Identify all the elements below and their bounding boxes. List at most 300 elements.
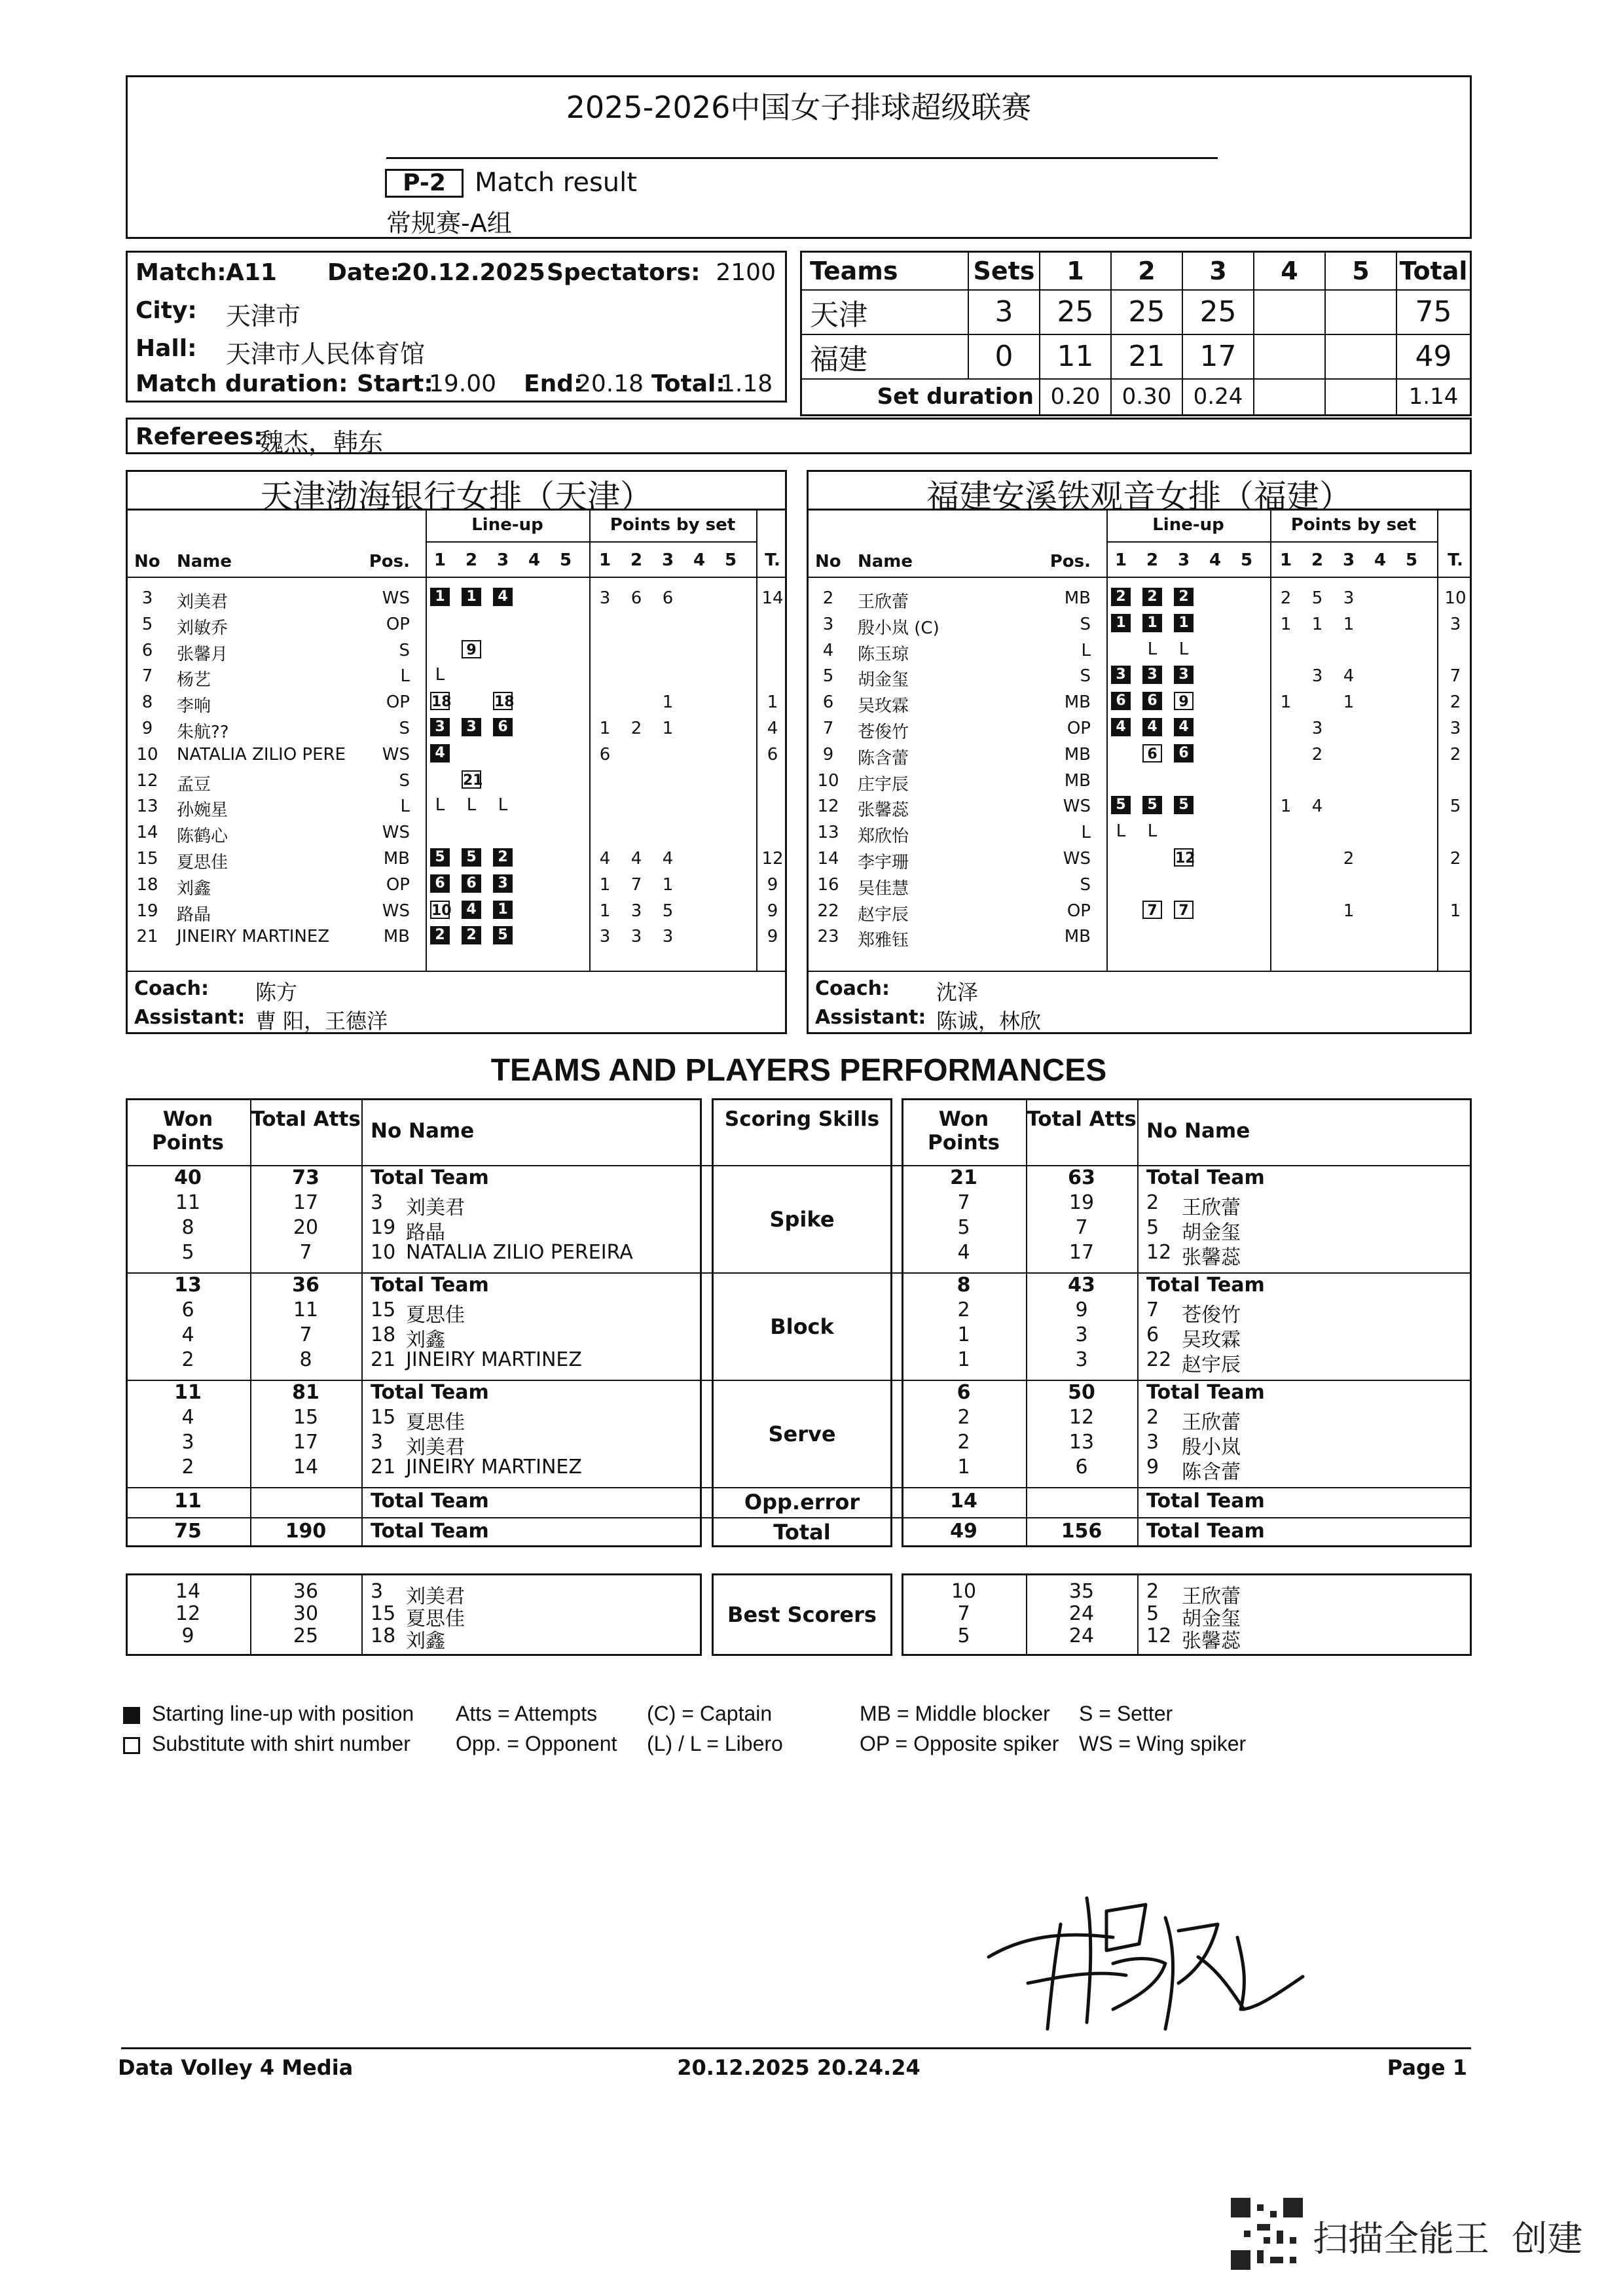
- lineup-starting-box: 4: [1174, 718, 1194, 736]
- doc-code-box: P-2: [385, 169, 464, 198]
- player-name: 李宇珊: [858, 853, 909, 872]
- date-value: 20.12.2025: [396, 259, 545, 286]
- score-header-set2: 2: [1111, 252, 1182, 290]
- player-name: 殷小岚 (C): [858, 618, 939, 638]
- player-number: 14: [817, 849, 839, 869]
- table-divider: [1137, 1573, 1139, 1656]
- set-points: 5: [662, 901, 674, 921]
- right-atts: 13: [1068, 1431, 1095, 1454]
- lineup-set-header: 2: [465, 550, 478, 570]
- roster-coach-rule: [809, 971, 1470, 972]
- lineup-substitute-box: 6: [1142, 744, 1162, 762]
- score-header-set5: 5: [1325, 252, 1396, 290]
- left-player-name: JINEIRY MARTINEZ: [406, 1456, 582, 1479]
- player-number: 13: [817, 823, 839, 843]
- right-player-no: 6: [1146, 1323, 1159, 1346]
- score-header-total: Total: [1396, 252, 1471, 290]
- total-right-atts: 156: [1061, 1520, 1103, 1543]
- player-row: [128, 819, 785, 845]
- left-won: 5: [181, 1241, 194, 1264]
- player-total: 14: [761, 588, 784, 608]
- player-number: 6: [822, 692, 834, 713]
- player-row: [128, 611, 785, 637]
- doc-title: Match result: [475, 168, 637, 198]
- player-total: 9: [767, 874, 778, 895]
- lineup-libero: L: [1147, 821, 1158, 842]
- set-duration-label: Set duration: [801, 379, 1040, 416]
- right-total-team: Total Team: [1146, 1381, 1265, 1404]
- player-name: 吴佳慧: [858, 878, 909, 899]
- legend-substitute-swatch: [123, 1737, 140, 1754]
- set-points: 1: [1280, 614, 1292, 634]
- points-header: Points by set: [1290, 515, 1417, 535]
- player-name: 郑欣怡: [858, 827, 909, 847]
- player-name: 胡金玺: [858, 670, 909, 691]
- best-left-player-name: 刘美君: [406, 1585, 465, 1608]
- set-points: 3: [662, 927, 674, 947]
- left-total-team: Total Team: [371, 1274, 489, 1297]
- total-label: Total:: [651, 370, 725, 397]
- spectators-value: 2100: [716, 259, 776, 286]
- player-number: 3: [822, 614, 834, 634]
- set-duration-total: 1.14: [1396, 379, 1471, 416]
- player-number: 22: [817, 901, 839, 921]
- hall-label: Hall:: [136, 335, 197, 362]
- set-points: 4: [630, 849, 642, 869]
- set-duration-row: [801, 379, 1471, 416]
- lineup-set-header: 1: [1114, 550, 1127, 570]
- best-scorers-label: Best Scorers: [727, 1602, 877, 1627]
- lineup-starting-box: 6: [493, 718, 513, 736]
- player-number: 4: [822, 640, 834, 660]
- player-position: MB: [1064, 588, 1091, 608]
- right-atts-header: Total Atts: [1027, 1107, 1137, 1131]
- left-won-header: Won Points: [152, 1107, 224, 1155]
- lineup-substitute-box: 7: [1174, 901, 1194, 919]
- lineup-starting-box: 5: [462, 848, 481, 867]
- header-rule: [386, 157, 1218, 159]
- lineup-starting-box: 4: [430, 744, 450, 762]
- points-set-header: 3: [661, 550, 674, 570]
- right-player-name: 陈含蕾: [1182, 1461, 1241, 1484]
- best-right-player-no: 12: [1146, 1624, 1172, 1647]
- set-duration-3: 0.24: [1182, 379, 1254, 416]
- start-value: 19.00: [429, 370, 497, 397]
- lineup-set-header: 4: [528, 550, 541, 570]
- set-points: 2: [1280, 588, 1292, 608]
- set-points: 3: [1311, 719, 1323, 738]
- best-left-player-no: 15: [371, 1602, 396, 1625]
- player-total: 7: [1450, 666, 1461, 687]
- coach-name: 陈方: [255, 980, 298, 1005]
- score-row-home: [801, 290, 1471, 334]
- lineup-starting-box: 5: [1111, 796, 1131, 814]
- player-name: 庄宇辰: [858, 774, 909, 795]
- set-points: 1: [662, 874, 674, 895]
- right-player-name: 殷小岚: [1182, 1436, 1241, 1459]
- best-right-atts: 24: [1068, 1624, 1095, 1647]
- player-number: 23: [817, 927, 839, 947]
- right-total-team: Total Team: [1146, 1274, 1265, 1297]
- name-header: Name: [858, 552, 913, 571]
- set-points: 4: [1343, 666, 1355, 687]
- lineup-substitute-box: 10: [430, 901, 450, 919]
- lineup-starting-box: 3: [1174, 666, 1194, 684]
- score-header-set4: 4: [1254, 252, 1325, 290]
- player-name: 杨艺: [177, 670, 211, 691]
- best-left-player-name: 刘鑫: [406, 1630, 445, 1653]
- left-name-header: No Name: [371, 1119, 475, 1143]
- left-won: 2: [181, 1348, 194, 1371]
- set-points: 4: [662, 849, 674, 869]
- left-player-no: 21: [371, 1348, 396, 1371]
- lineup-set-header: 1: [433, 550, 447, 570]
- score-total: 75: [1396, 290, 1471, 334]
- lineup-starting-box: 6: [430, 874, 450, 893]
- player-number: 10: [817, 770, 839, 791]
- player-position: WS: [382, 901, 410, 921]
- lineup-starting-box: 4: [1142, 718, 1162, 736]
- right-player-no: 12: [1146, 1241, 1172, 1264]
- lineup-starting-box: 2: [1142, 588, 1162, 606]
- player-position: L: [400, 797, 410, 817]
- score-set5: [1325, 290, 1396, 334]
- player-total: 10: [1444, 588, 1467, 608]
- set-points: 1: [1343, 692, 1355, 713]
- right-atts: 17: [1068, 1241, 1095, 1264]
- best-right-won: 7: [957, 1602, 970, 1625]
- player-total: 2: [1450, 849, 1461, 869]
- skill-label: Serve: [768, 1422, 836, 1446]
- player-row: [809, 923, 1470, 949]
- points-set-header: 5: [724, 550, 737, 570]
- lineup-set-header: 5: [559, 550, 572, 570]
- player-name: 王欣蕾: [858, 592, 909, 612]
- no-header: No: [815, 552, 841, 571]
- left-won: 8: [181, 1216, 194, 1239]
- player-position: L: [400, 666, 410, 687]
- points-set-header: 2: [1311, 550, 1324, 570]
- assistant-label: Assistant:: [815, 1006, 926, 1029]
- total-left-atts: 190: [285, 1520, 327, 1543]
- set-points: 2: [1311, 744, 1323, 764]
- right-won: 8: [957, 1274, 971, 1297]
- legend-captain: (C) = Captain: [647, 1702, 773, 1725]
- points-set-header: 3: [1342, 550, 1355, 570]
- roster-team-b: [807, 470, 1472, 1034]
- right-atts: 6: [1075, 1456, 1088, 1479]
- set-points: 1: [599, 901, 611, 921]
- right-won: 2: [957, 1406, 970, 1429]
- left-atts: 11: [293, 1299, 319, 1321]
- player-position: S: [1080, 666, 1091, 687]
- right-won: 2: [957, 1299, 970, 1321]
- player-number: 12: [817, 797, 839, 817]
- player-position: OP: [386, 614, 410, 634]
- points-set-header: 4: [1374, 550, 1387, 570]
- score-set2: 25: [1111, 290, 1182, 334]
- lineup-libero: L: [466, 795, 477, 816]
- end-value: 20.18: [576, 370, 644, 397]
- set-points: 3: [599, 927, 611, 947]
- left-player-name: 夏思佳: [406, 1411, 465, 1434]
- left-atts: 20: [293, 1216, 319, 1239]
- player-total: 3: [1450, 614, 1461, 634]
- player-row: [809, 637, 1470, 663]
- name-header: Name: [177, 552, 232, 571]
- player-row: [128, 662, 785, 689]
- player-name: 陈玉琼: [858, 644, 909, 664]
- match-info-box: [126, 251, 787, 403]
- player-row: [809, 793, 1470, 819]
- player-total: 2: [1450, 744, 1461, 764]
- set-points: 1: [1343, 901, 1355, 921]
- player-row: [128, 584, 785, 611]
- legend-s: S = Setter: [1079, 1702, 1173, 1725]
- set-points: 7: [630, 874, 642, 895]
- city-value: 天津市: [226, 302, 301, 331]
- best-right-won: 5: [957, 1624, 970, 1647]
- score-set3: 25: [1182, 290, 1254, 334]
- legend-op: OP = Opposite spiker: [860, 1732, 1059, 1755]
- left-player-name: JINEIRY MARTINEZ: [406, 1348, 582, 1371]
- player-position: MB: [1064, 744, 1091, 764]
- right-won: 1: [957, 1323, 970, 1346]
- set-points: 1: [1280, 692, 1292, 713]
- right-won: 1: [957, 1348, 970, 1371]
- lineup-starting-box: 2: [430, 926, 450, 944]
- right-player-name: 王欣蕾: [1182, 1411, 1241, 1434]
- right-player-no: 22: [1146, 1348, 1172, 1371]
- player-row: [809, 819, 1470, 845]
- player-name: 郑雅钰: [858, 931, 909, 951]
- player-number: 12: [136, 770, 158, 791]
- left-won: 2: [181, 1456, 194, 1479]
- player-name: 孙婉星: [177, 800, 228, 821]
- points-set-header: 4: [693, 550, 706, 570]
- right-won: 5: [957, 1216, 970, 1239]
- header-box: [126, 75, 1472, 239]
- points-set-header: 1: [598, 550, 611, 570]
- total-right-total-team: Total Team: [1146, 1520, 1265, 1543]
- lineup-libero: L: [1178, 639, 1189, 659]
- player-total: 9: [767, 927, 778, 947]
- left-player-no: 3: [371, 1431, 384, 1454]
- player-row: [809, 611, 1470, 637]
- city-label: City:: [136, 297, 197, 324]
- best-left-player-name: 夏思佳: [406, 1607, 465, 1630]
- set-points: 2: [630, 719, 642, 738]
- score-header-set1: 1: [1040, 252, 1111, 290]
- player-row: [128, 845, 785, 871]
- total-left-won: 75: [174, 1520, 202, 1543]
- player-name: 刘美君: [177, 592, 228, 612]
- player-row: [809, 871, 1470, 897]
- right-player-name: 赵宇辰: [1182, 1354, 1241, 1376]
- player-row: [128, 689, 785, 715]
- right-player-name: 王欣蕾: [1182, 1196, 1241, 1219]
- player-number: 13: [136, 797, 158, 817]
- player-position: MB: [1064, 770, 1091, 791]
- right-atts: 12: [1068, 1406, 1095, 1429]
- left-player-no: 19: [371, 1216, 396, 1239]
- lineup-set-header: 5: [1240, 550, 1253, 570]
- coach-label: Coach:: [815, 977, 890, 1000]
- right-won: 6: [957, 1381, 971, 1404]
- best-left-atts: 25: [293, 1624, 319, 1647]
- lineup-set-header: 3: [1177, 550, 1190, 570]
- lineup-substitute-box: 9: [1174, 692, 1194, 710]
- lineup-starting-box: 6: [462, 874, 481, 893]
- watermark-text: 扫描全能王 创建: [1313, 2218, 1583, 2259]
- assistant-name: 曹 阳，王德洋: [255, 1009, 388, 1033]
- roster-subheader-rule: [1106, 541, 1437, 543]
- points-set-header: 5: [1405, 550, 1418, 570]
- right-player-name: 苍俊竹: [1182, 1304, 1241, 1327]
- set-duration-1: 0.20: [1040, 379, 1111, 416]
- lineup-starting-box: 1: [462, 588, 481, 606]
- right-name-header: No Name: [1146, 1119, 1250, 1143]
- left-player-no: 10: [371, 1241, 396, 1264]
- player-position: L: [1081, 640, 1091, 660]
- lineup-libero: L: [1147, 639, 1158, 659]
- score-set5: [1325, 334, 1396, 379]
- left-won: 40: [174, 1166, 202, 1189]
- lineup-starting-box: 3: [462, 718, 481, 736]
- player-total: 9: [767, 901, 778, 921]
- player-position: WS: [1063, 849, 1091, 869]
- player-row: [809, 767, 1470, 793]
- right-player-name: 张馨蕊: [1182, 1246, 1241, 1269]
- lineup-starting-box: 4: [1111, 718, 1131, 736]
- roster-subheader-rule: [426, 541, 756, 543]
- player-number: 7: [822, 719, 834, 738]
- lineup-substitute-box: 18: [493, 692, 513, 710]
- player-row: [809, 662, 1470, 689]
- left-player-no: 15: [371, 1406, 396, 1429]
- score-header-set3: 3: [1182, 252, 1254, 290]
- score-sets: 3: [968, 290, 1040, 334]
- player-number: 9: [822, 744, 834, 764]
- skill-label: Spike: [769, 1207, 835, 1232]
- player-number: 8: [141, 692, 153, 713]
- player-total: 5: [1450, 797, 1461, 817]
- right-player-name: 胡金玺: [1182, 1221, 1241, 1244]
- team-title-rule: [809, 509, 1470, 511]
- performance-tables: [126, 1098, 1472, 1653]
- best-left-won: 9: [181, 1624, 194, 1647]
- lineup-starting-box: 1: [1111, 614, 1131, 632]
- date-label: Date:: [327, 259, 400, 286]
- left-won: 4: [181, 1323, 194, 1346]
- lineup-substitute-box: 7: [1142, 901, 1162, 919]
- right-atts: 63: [1068, 1166, 1095, 1189]
- table-rule: [126, 1517, 1472, 1518]
- end-label: End:: [524, 370, 583, 397]
- lineup-starting-box: 1: [493, 901, 513, 919]
- lineup-starting-box: 6: [1174, 744, 1194, 762]
- best-right-atts: 24: [1068, 1602, 1095, 1625]
- table-divider: [361, 1573, 363, 1656]
- coach-name: 沈泽: [936, 980, 979, 1005]
- best-left-player-no: 18: [371, 1624, 396, 1647]
- lineup-libero: L: [435, 795, 445, 816]
- player-number: 2: [822, 588, 834, 608]
- player-total: 2: [1450, 692, 1461, 713]
- signature: [982, 1859, 1309, 2042]
- legend-mb: MB = Middle blocker: [860, 1702, 1050, 1725]
- legend-substitute: Substitute with shirt number: [152, 1732, 410, 1755]
- footer-center: 20.12.2025 20.24.24: [677, 2055, 921, 2080]
- player-row: [128, 741, 785, 767]
- no-header: No: [134, 552, 160, 571]
- lineup-starting-box: 6: [1111, 692, 1131, 710]
- referees-value: 魏杰，韩东: [259, 428, 384, 457]
- lineup-set-header: 4: [1209, 550, 1222, 570]
- stage-label: 常规赛-A组: [386, 209, 512, 238]
- performance-title: TEAMS AND PLAYERS PERFORMANCES: [490, 1053, 1107, 1088]
- lineup-starting-box: 4: [493, 588, 513, 606]
- lineup-starting-box: 2: [493, 848, 513, 867]
- team-title: 天津渤海银行女排（天津）: [260, 478, 653, 516]
- player-name: 夏思佳: [177, 853, 228, 872]
- lineup-libero: L: [435, 665, 445, 685]
- total-header: T.: [1448, 550, 1463, 570]
- score-set3: 17: [1182, 334, 1254, 379]
- set-points: 2: [1343, 849, 1355, 869]
- player-row: [128, 871, 785, 897]
- player-position: WS: [1063, 797, 1091, 817]
- player-number: 15: [136, 849, 158, 869]
- best-left-atts: 30: [293, 1602, 319, 1625]
- best-right-atts: 35: [1068, 1580, 1095, 1603]
- roster-header-rule: [809, 577, 1470, 578]
- left-atts: 73: [292, 1166, 319, 1189]
- best-right-won: 10: [951, 1580, 977, 1603]
- qr-code-icon: [1231, 2198, 1303, 2270]
- footer-left: Data Volley 4 Media: [118, 2055, 354, 2080]
- right-won: 21: [950, 1166, 977, 1189]
- score-header-row: [801, 252, 1471, 290]
- set-duration-5: [1325, 379, 1396, 416]
- left-atts: 17: [293, 1431, 319, 1454]
- player-row: [809, 741, 1470, 767]
- right-won: 4: [957, 1241, 970, 1264]
- lineup-starting-box: 5: [430, 848, 450, 867]
- points-header: Points by set: [610, 515, 736, 535]
- score-total: 49: [1396, 334, 1471, 379]
- player-number: 5: [141, 614, 153, 634]
- player-name: 赵宇辰: [858, 905, 909, 925]
- left-player-name: 路晶: [406, 1221, 445, 1244]
- player-name: 朱航??: [177, 723, 229, 742]
- player-row: [128, 923, 785, 949]
- lineup-starting-box: 3: [1142, 666, 1162, 684]
- league-title: 2025-2026中国女子排球超级联赛: [566, 90, 1032, 125]
- lineup-libero: L: [498, 795, 508, 816]
- player-number: 14: [136, 823, 158, 843]
- player-number: 16: [817, 874, 839, 895]
- right-won-header: Won Points: [928, 1107, 1000, 1155]
- left-atts: 36: [292, 1274, 319, 1297]
- lineup-starting-box: 1: [430, 588, 450, 606]
- player-row: [809, 715, 1470, 741]
- set-duration-4: [1254, 379, 1325, 416]
- left-atts: 8: [299, 1348, 312, 1371]
- player-total: 12: [761, 849, 784, 869]
- player-name: 陈鹤心: [177, 827, 228, 847]
- scoring-skills-header: Scoring Skills: [724, 1107, 880, 1131]
